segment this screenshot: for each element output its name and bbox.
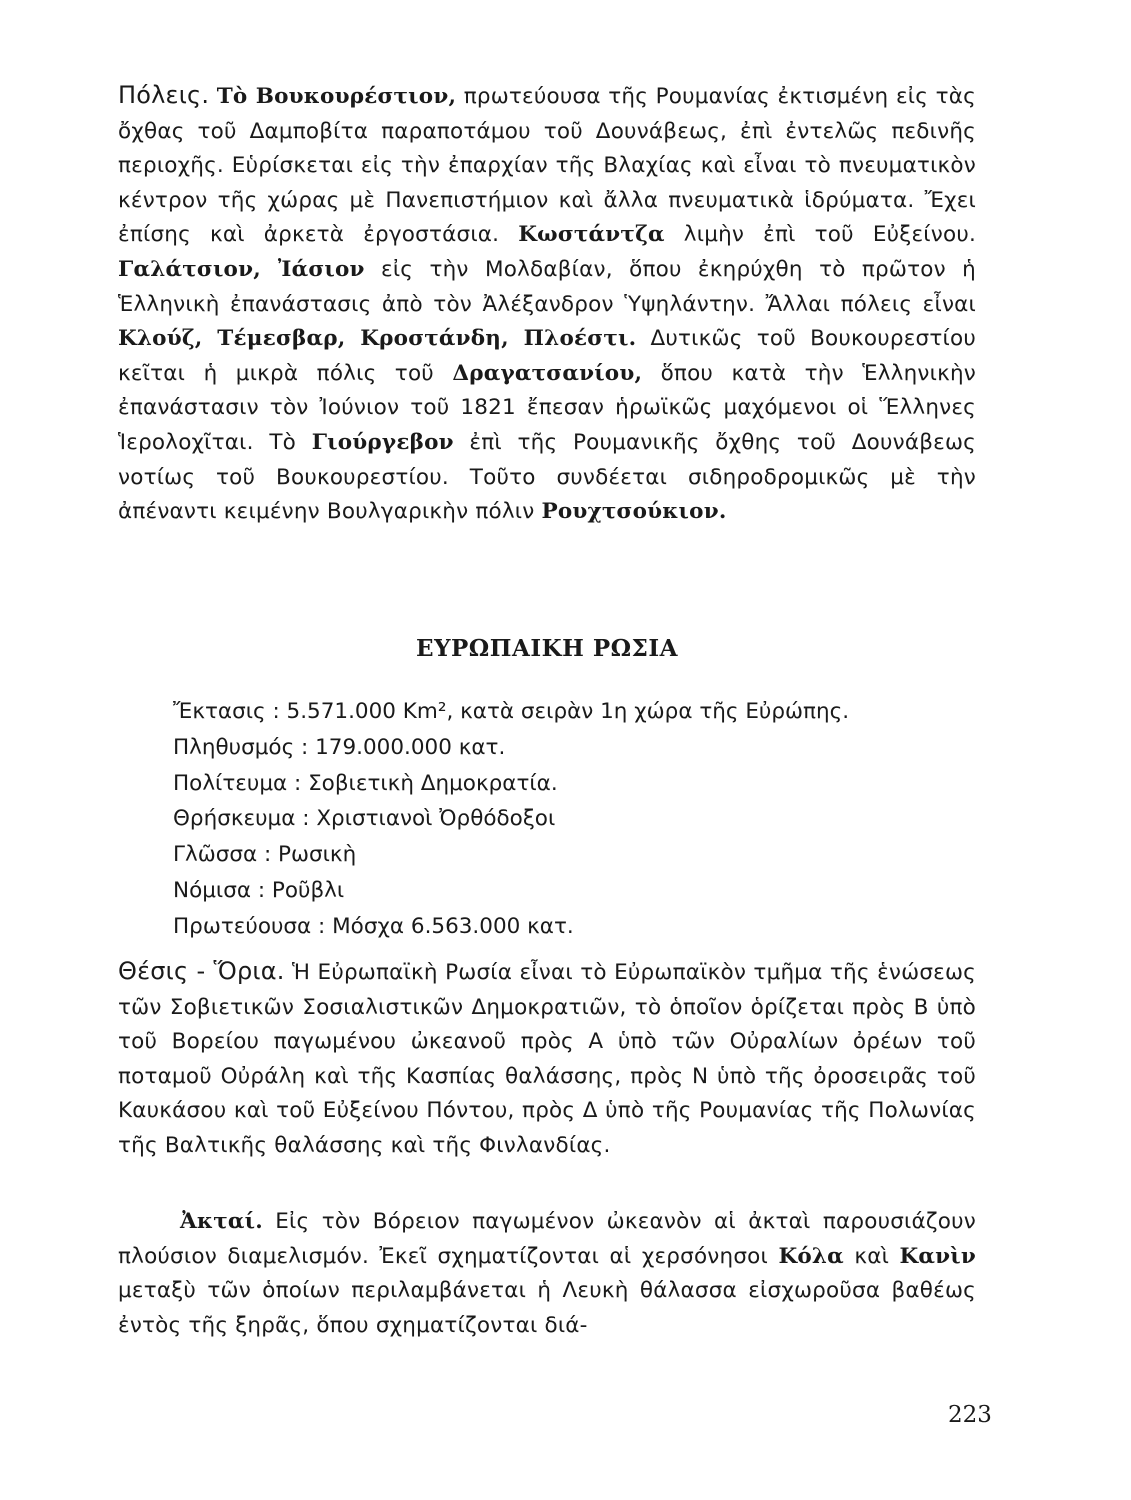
- bold-span: Κλούζ, Τέμεσβαρ, Κροστάνδη, Πλοέστι.: [118, 326, 637, 352]
- paragraph-cities-text: [118, 84, 976, 524]
- bold-span: Γιούργεβον: [311, 429, 454, 455]
- bold-span: Δραγατσανίου,: [452, 360, 643, 386]
- stat-population: Πληθυσμός : 179.000.000 κατ.: [173, 734, 506, 760]
- page-number: 223: [948, 1402, 992, 1428]
- bold-span: Κόλα: [778, 1243, 844, 1269]
- bold-span: Γαλάτσιον, Ἰάσιον: [118, 256, 365, 282]
- paragraph-cities: [118, 78, 976, 530]
- stat-government: Πολίτευμα : Σοβιετικὴ Δημοκρατία.: [173, 770, 558, 796]
- text-span: Εἰς τὸν Βόρειον παγωμένον ὠκεανὸν αἱ ἀκταὶ παρουσιάζουν πλούσιον διαμελισμόν. Ἐκεῖ σχηματίζονται αἱ χερσόνησοι: [118, 1209, 976, 1269]
- text-span: μεταξὺ τῶν ὁποίων περιλαμβάνεται ἡ Λευκὴ θάλασσα εἰσχωροῦσα βαθέως ἐντὸς τῆς ξηρᾶς, ὅπου σχηματίζονται διά-: [118, 1278, 976, 1338]
- text-span: Δυτικῶς τοῦ Βουκουρεστίου κεῖται ἡ μικρὰ πόλις τοῦ: [118, 326, 976, 386]
- section-heading: ΕΥΡΩΠΑΙΚΗ ΡΩΣΙΑ: [416, 635, 678, 662]
- section-label-cities: Πόλεις.: [118, 81, 210, 109]
- text-span: καὶ: [843, 1243, 900, 1269]
- text-span: πρωτεύουσα τῆς Ρουμανίας ἐκτισμένη εἰς τὰς ὄχθας τοῦ Δαμποβίτα παραποτάμου τοῦ Δουνάβεως, ἐπὶ ἐντελῶς πεδινῆς περιοχῆς. Εὑρίσκεται εἰς τὴν ἐπαρχίαν τῆς Βλαχίας καὶ εἶναι τὸ πνευματικὸν κέντρον τῆς χώρας μὲ Πανεπιστήμιον καὶ ἄλλα πνευματικὰ ἱδρύματα. Ἔχει ἐπίσης καὶ ἀρκετὰ ἐργοστάσια.: [118, 84, 976, 248]
- stat-area: Ἔκτασις : 5.571.000 Km², κατὰ σειρὰν 1η χώρα τῆς Εὐρώπης.: [173, 699, 850, 724]
- stat-currency: Νόμισα : Ροῦβλι: [173, 877, 345, 903]
- paragraph-position-text: Ἡ Εὐρωπαϊκὴ Ρωσία εἶναι τὸ Εὐρωπαϊκὸν τμῆμα τῆς ἑνώσεως τῶν Σοβιετικῶν Σοσιαλιστικῶν Δημοκρατιῶν, τὸ ὁποῖον ὁρίζεται πρὸς Β ὑπὸ τοῦ Βορείου παγωμένου ὠκεανοῦ πρὸς Α ὑπὸ τῶν Οὐραλίων ὀρέων τοῦ ποταμοῦ Οὐράλη καὶ τῆς Κασπίας θαλάσσης, πρὸς Ν ὑπὸ τῆς ὀροσειρᾶς τοῦ Καυκάσου καὶ τοῦ Εὐξείνου Πόντου, πρὸς Δ ὑπὸ τῆς Ρουμανίας τῆς Πολωνίας τῆς Βαλτικῆς θαλάσσης καὶ τῆς Φινλανδίας.: [118, 960, 976, 1158]
- text-span: ὅπου κατὰ τὴν Ἑλληνικὴν ἐπανάστασιν τὸν Ἰούνιον τοῦ 1821 ἔπεσαν ἡρωϊκῶς μαχόμενοι οἱ Ἕλληνες Ἱερολοχῖται. Τὸ: [118, 360, 976, 455]
- section-label-position: Θέσις - Ὅρια.: [118, 957, 285, 985]
- stat-capital: Πρωτεύουσα : Μόσχα 6.563.000 κατ.: [173, 913, 574, 939]
- text-span: εἰς τὴν Μολδαβίαν, ὅπου ἐκηρύχθη τὸ πρῶτον ἡ Ἑλληνικὴ ἐπανάστασις ἀπὸ τὸν Ἀλέξανδρον Ὑψηλάντην. Ἄλλαι πόλεις εἶναι: [118, 256, 976, 317]
- country-stats: [173, 694, 849, 945]
- bold-span: Ρουχτσούκιον.: [541, 499, 727, 525]
- paragraph-coasts: [118, 1205, 976, 1343]
- bold-span: Κανὶν: [899, 1243, 976, 1269]
- text-span: ἐπὶ τῆς Ρουμανικῆς ὄχθης τοῦ Δουνάβεως νοτίως τοῦ Βουκουρεστίου. Τοῦτο συνδέεται σιδηροδρομικῶς μὲ τὴν ἀπέναντι κειμένην Βουλγαρικὴν πόλιν: [118, 429, 976, 525]
- bold-span: Ἀκταί.: [180, 1209, 263, 1234]
- stat-language: Γλῶσσα : Ρωσικὴ: [173, 842, 357, 868]
- paragraph-position-borders: [118, 954, 976, 1164]
- bold-span: Τὸ Βουκουρέστιον,: [216, 84, 457, 109]
- stat-religion: Θρήσκευμα : Χριστιανοὶ Ὀρθόδοξοι: [173, 806, 556, 832]
- text-span: λιμὴν ἐπὶ τοῦ Εὐξείνου.: [664, 222, 976, 248]
- bold-span: Κωστάντζα: [518, 222, 665, 248]
